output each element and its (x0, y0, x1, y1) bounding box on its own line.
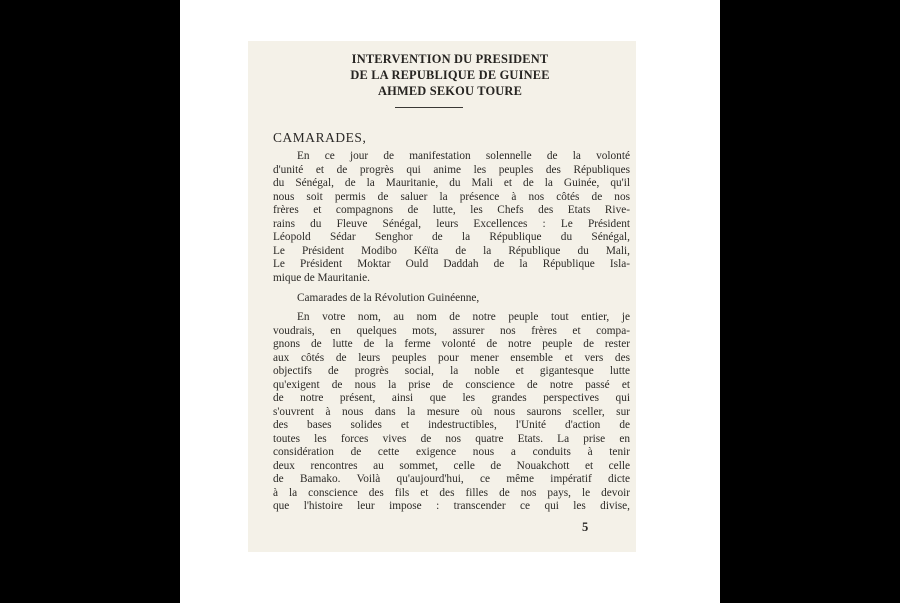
text-line: Camarades de la Révolution Guinéenne, (297, 292, 480, 304)
text-line: que l'histoire leur impose : transcender ce qui les divise, (273, 500, 630, 512)
text-line: de Bamako. Voilà qu'aujourd'hui, ce même impératif dicte (273, 473, 630, 485)
text-line: qu'exigent de nous la prise de conscience de notre passé et (273, 378, 630, 391)
text-line: d'unité et de progrès qui anime les peuples des Républiques (273, 163, 630, 176)
paragraph-1 (273, 150, 630, 285)
text-line: En votre nom, au nom de notre peuple tout entier, je (297, 311, 630, 323)
text-line: mique de Mauritanie. (273, 271, 370, 284)
text-line: Léopold Sédar Senghor de la République du Sénégal, (273, 231, 630, 243)
text-line: de notre présent, ainsi que les grandes perspectives qui (273, 392, 630, 404)
document-heading (180, 51, 720, 99)
heading-divider (395, 107, 463, 108)
heading-line: INTERVENTION DU PRESIDENT (351, 52, 549, 66)
heading-line: AHMED SEKOU TOURE (377, 84, 523, 98)
text-line: des bases solides et indestructibles, l'Unité d'action de (273, 419, 630, 431)
text-line: Le Président Moktar Ould Daddah de la République Isla- (273, 258, 630, 270)
page-frame (180, 0, 720, 603)
text-line: toutes les forces vives de nos quatre Etats. La prise en (273, 432, 630, 445)
text-line: s'ouvrent à nous dans la mesure où nous saurons sceller, sur (273, 405, 630, 418)
text-line: considération de cette exigence nous a conduits à tenir (273, 446, 630, 458)
text-line: frères et compagnons de lutte, les Chefs des Etats Rive- (273, 204, 630, 216)
paragraph-2 (273, 292, 630, 306)
page-number: 5 (582, 520, 589, 534)
text-line: aux côtés de leurs peuples pour mener ensemble et vers des (273, 351, 630, 364)
text-line: Le Président Modibo Kéïta de la République du Mali, (273, 244, 630, 257)
text-line: rains du Fleuve Sénégal, leurs Excellences : Le Président (273, 217, 630, 230)
heading-line: DE LA REPUBLIQUE DE GUINEE (350, 68, 550, 82)
text-line: deux rencontres au sommet, celle de Nouakchott et celle (273, 459, 630, 472)
text-line: à la conscience des fils et des filles de nos pays, le devoir (273, 486, 630, 499)
text-line: gnons de lutte de la ferme volonté de notre peuple de rester (273, 338, 630, 350)
text-line: En ce jour de manifestation solennelle de la volonté (297, 150, 630, 162)
paragraph-3 (273, 311, 630, 514)
text-line: nous soit permis de saluer la présence à nos côtés de nos (273, 190, 630, 203)
salutation: CAMARADES, (273, 130, 367, 145)
text-line: objectifs de progrès social, la noble et gigantesque lutte (273, 365, 630, 377)
text-line: du Sénégal, de la Mauritanie, du Mali et de la Guinée, qu'il (273, 177, 630, 189)
text-line: voudrais, en quelques mots, assurer nos frères et compa- (273, 324, 630, 337)
